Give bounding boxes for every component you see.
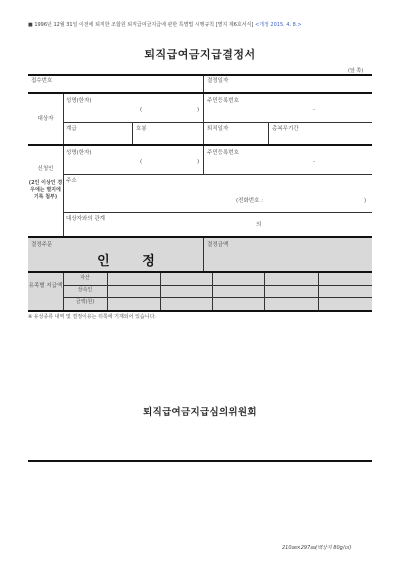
target-rrn-dash: - <box>313 107 315 113</box>
by-type-side-label: 유족별 지급액 <box>28 283 63 289</box>
by-type-row-amount: 금액(원) <box>75 299 95 305</box>
applicant-rrn-label: 주민등록번호 <box>207 150 239 156</box>
amendment-date: <개정 2015. 4. 8.> <box>254 22 302 28</box>
decision-order-value: 인 정 <box>97 254 169 269</box>
bottom-rule <box>28 460 372 462</box>
target-name-label: 성명(한자) <box>66 98 92 104</box>
applicant-relation-label: 대상자와의 관계 <box>66 216 105 222</box>
applicant-relation-suffix: 의 <box>256 222 262 228</box>
footnote: ※ 유상종류 내역 및 결정이유는 뒤쪽에 기재되어 있습니다. <box>28 314 156 320</box>
applicant-name-paren-open: ( <box>140 159 143 165</box>
target-grade-label: 호봉 <box>136 126 147 132</box>
form-header-note <box>28 22 302 28</box>
page-side-note: (앞 쪽) <box>348 68 364 74</box>
applicant-section-note: (2인 이상인 경우에는 별지에 기록 첨부) <box>28 180 63 200</box>
applicant-name-paren-close: ) <box>197 159 200 165</box>
target-rank-label: 계급 <box>66 126 77 132</box>
document-title: 퇴직급여금지급결정서 <box>144 48 256 61</box>
applicant-address-label: 주소 <box>66 178 77 184</box>
paper-spec: 210㎜×297㎜(백상지 80g/㎡) <box>282 545 352 551</box>
applicant-rrn-dash: - <box>313 159 315 165</box>
target-service-period-label: 총복무기간 <box>272 126 299 132</box>
by-type-row-heir: 상속인 <box>77 287 93 293</box>
header-prefix: ■ 1996년 12월 31일 이전에 퇴직한 조합원 퇴직급여금지급에 관한 특별법 시행규칙 [별지 제6호서식] <box>28 22 254 28</box>
decision-order-label: 결정주문 <box>31 242 53 248</box>
applicant-phone-close: ) <box>364 198 367 204</box>
decision-date-label: 결정일자 <box>207 78 229 84</box>
target-name-paren-close: ) <box>197 107 200 113</box>
by-type-row-asset: 자산 <box>80 275 90 281</box>
receipt-number-label: 접수번호 <box>31 78 53 84</box>
target-section-label: 대상자 <box>37 116 54 122</box>
target-rrn-label: 주민등록번호 <box>207 98 239 104</box>
applicant-section-label: 신청인 <box>37 166 54 172</box>
target-retire-date-label: 퇴직일자 <box>207 126 229 132</box>
target-name-paren-open: ( <box>140 107 143 113</box>
applicant-name-label: 성명(한자) <box>66 150 92 156</box>
applicant-phone-label: (전화번호 : <box>236 198 263 204</box>
committee-name: 퇴직급여금지급심의위원회 <box>143 407 257 418</box>
decision-amount-label: 결정금액 <box>207 242 229 248</box>
